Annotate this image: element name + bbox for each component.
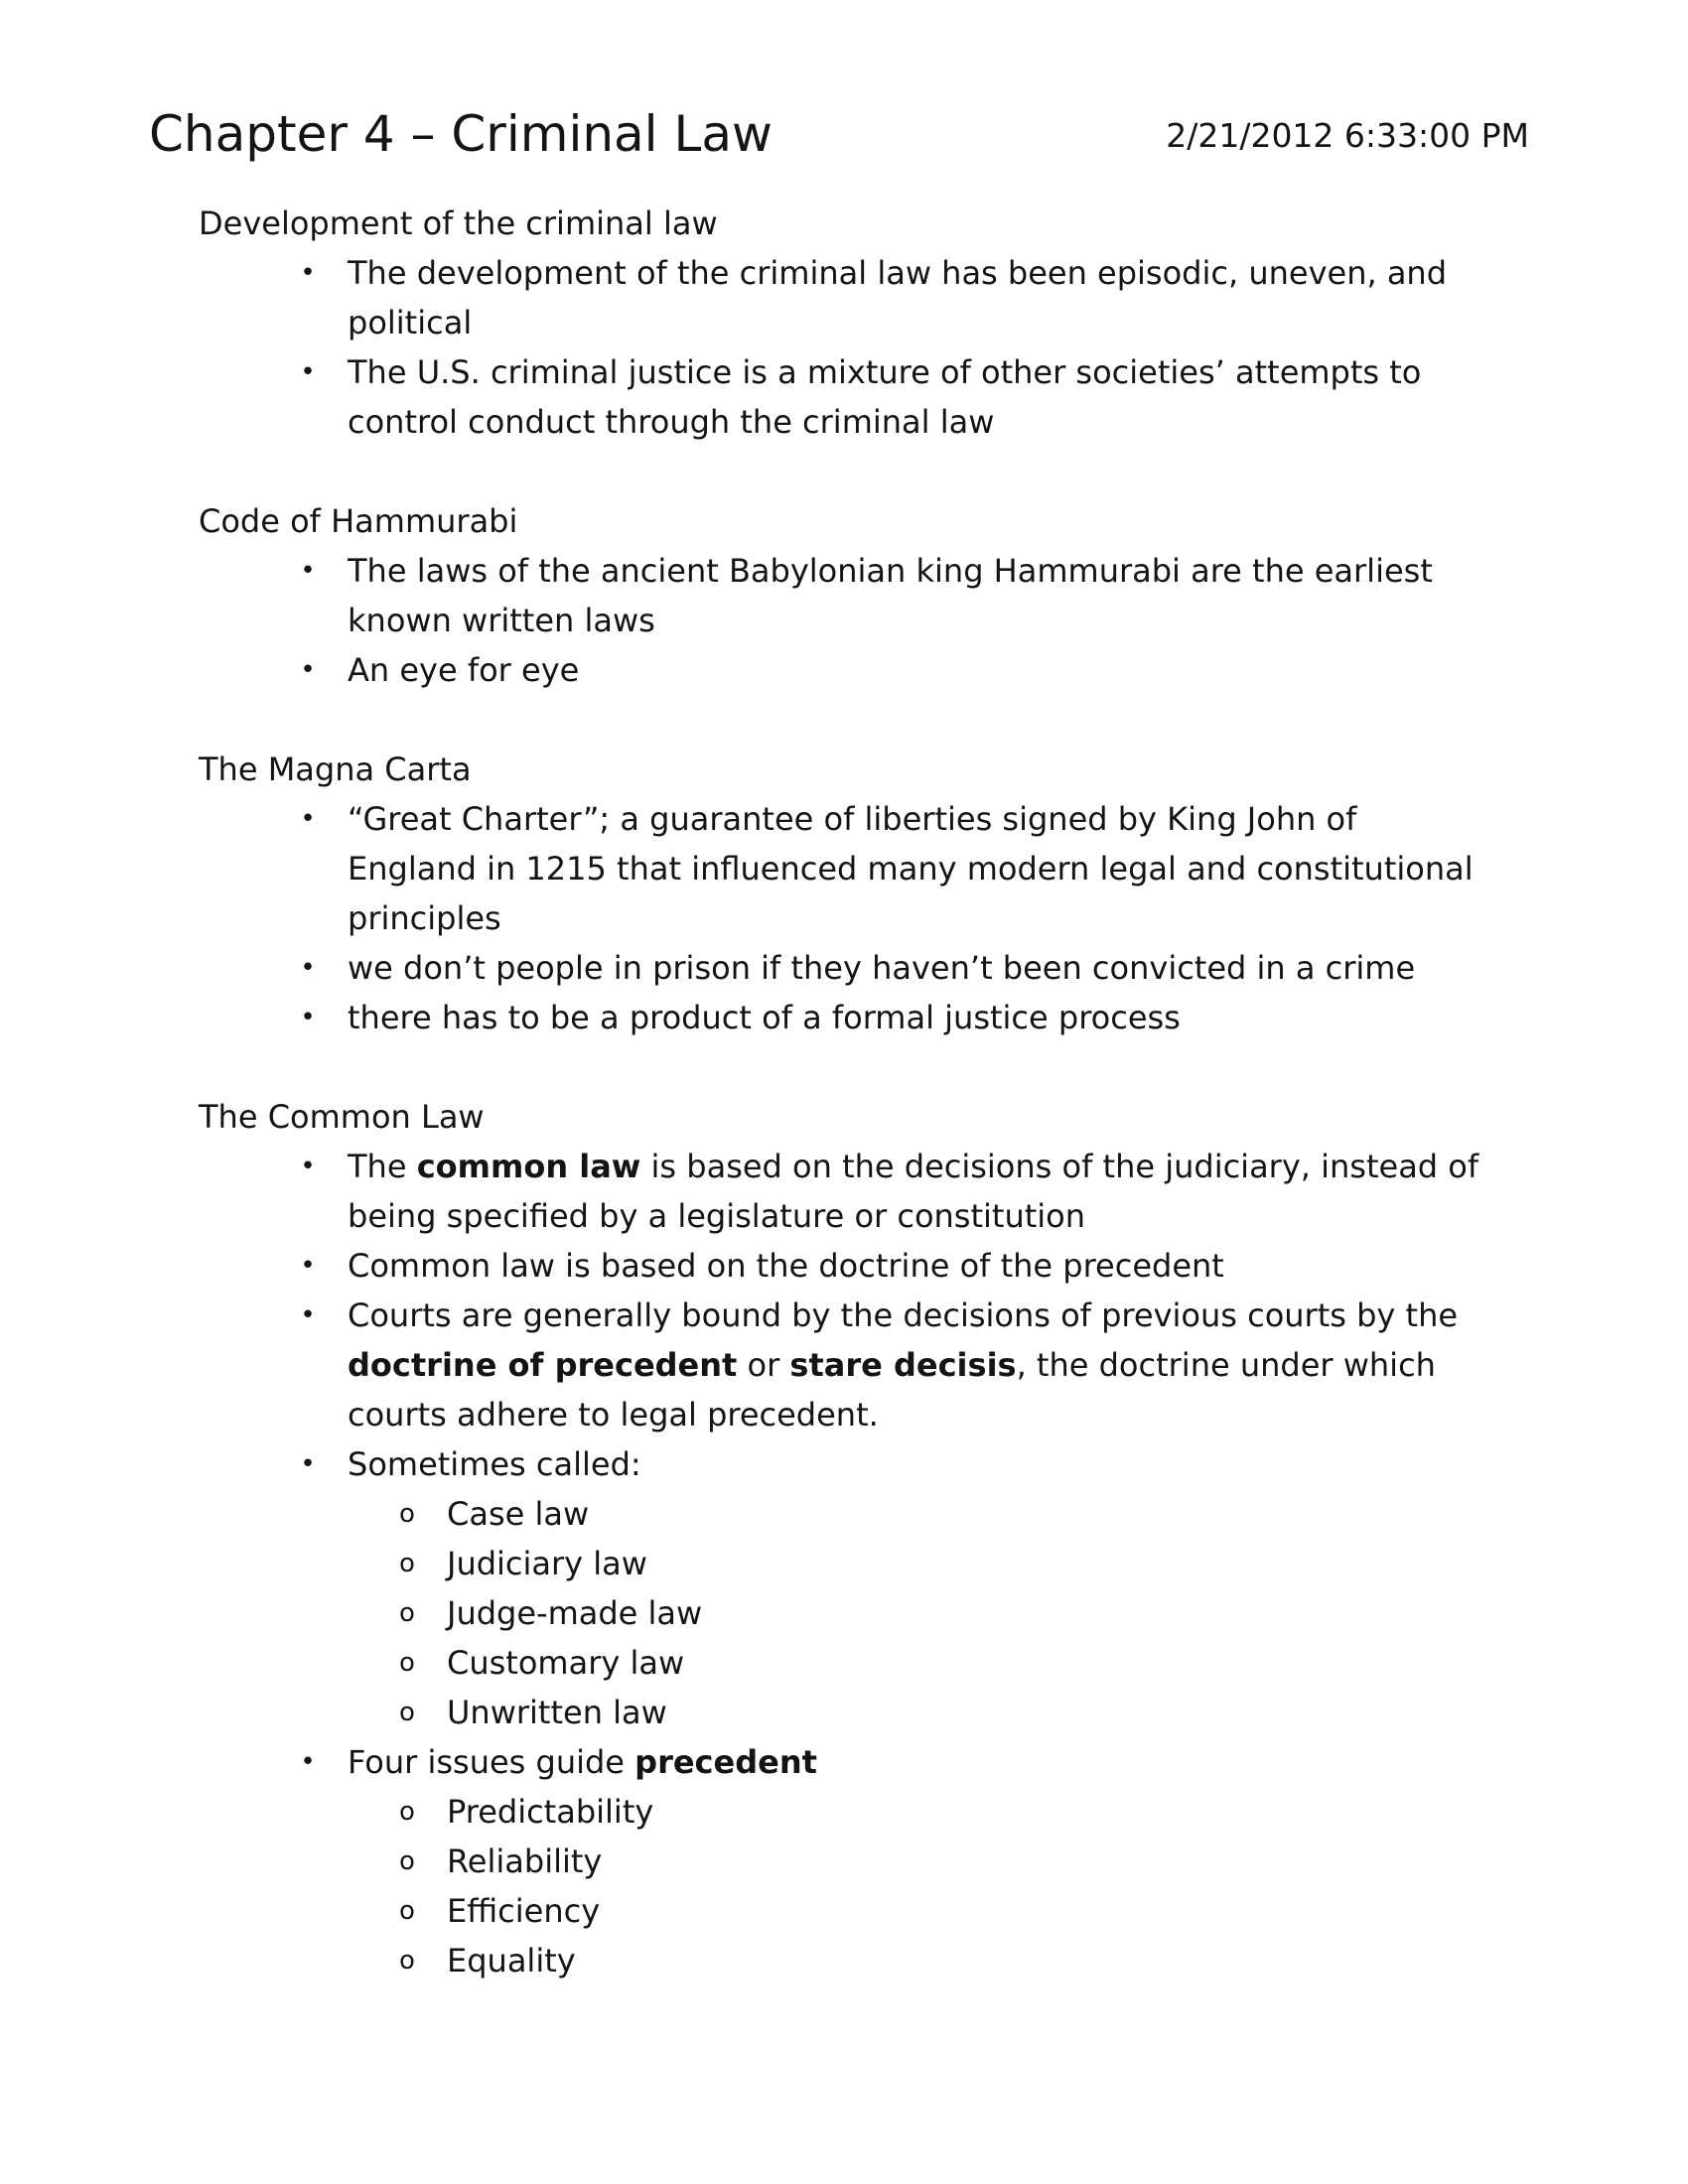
- bullet-list: [199, 794, 1489, 1042]
- bullet-list: [199, 1142, 1489, 1985]
- text-run: The: [348, 1148, 417, 1185]
- list-item-text: An eye for eye: [348, 651, 580, 689]
- list-item-text: The development of the criminal law has been episodic, uneven, and political: [348, 254, 1448, 341]
- bullet-list: [199, 248, 1489, 447]
- sub-list-item-text: Customary law: [447, 1644, 685, 1682]
- sub-list-item-text: Judiciary law: [447, 1545, 647, 1582]
- sub-list-item: [399, 1539, 1489, 1588]
- bullet-dot-icon: •: [300, 953, 316, 983]
- note-section: [199, 199, 1489, 447]
- hollow-circle-icon: o: [399, 1499, 415, 1529]
- sub-list-item-text: Predictability: [447, 1793, 654, 1831]
- sub-list-item: [399, 1886, 1489, 1936]
- text-run: Courts are generally bound by the decisions of previous courts by the: [348, 1297, 1459, 1334]
- hollow-circle-icon: o: [399, 1797, 415, 1827]
- list-item: [300, 1241, 1489, 1291]
- bullet-dot-icon: •: [300, 655, 316, 685]
- list-item: [300, 645, 1489, 695]
- timestamp: 2/21/2012 6:33:00 PM: [1166, 116, 1529, 155]
- bold-term: stare decisis: [789, 1346, 1017, 1384]
- list-item-text: Common law is based on the doctrine of the precedent: [348, 1247, 1224, 1285]
- sub-list-item-text: Case law: [447, 1495, 590, 1533]
- bullet-dot-icon: •: [300, 1300, 316, 1330]
- hollow-circle-icon: o: [399, 1549, 415, 1578]
- sub-list-item: [399, 1588, 1489, 1638]
- text-run: Four issues guide: [348, 1743, 635, 1781]
- list-item-text: we don’t people in prison if they haven’t been convicted in a crime: [348, 949, 1416, 987]
- bullet-dot-icon: •: [300, 556, 316, 586]
- section-heading: Development of the criminal law: [199, 205, 718, 242]
- bullet-dot-icon: •: [300, 1449, 316, 1479]
- hollow-circle-icon: o: [399, 1846, 415, 1876]
- list-item-text: there has to be a product of a formal justice process: [348, 999, 1181, 1036]
- sub-list-item: [399, 1638, 1489, 1688]
- list-item: [300, 1737, 1489, 1985]
- hollow-circle-icon: o: [399, 1896, 415, 1926]
- sub-bullet-list: [348, 1787, 1489, 1985]
- list-item: [300, 943, 1489, 993]
- bold-term: common law: [416, 1148, 641, 1185]
- text-run: or: [737, 1346, 790, 1384]
- bullet-dot-icon: •: [300, 258, 316, 288]
- bullet-dot-icon: •: [300, 1003, 316, 1032]
- bullet-dot-icon: •: [300, 1152, 316, 1181]
- hollow-circle-icon: o: [399, 1648, 415, 1678]
- list-item-text: The laws of the ancient Babylonian king Hammurabi are the earliest known written laws: [348, 552, 1433, 639]
- bullet-list: [199, 546, 1489, 695]
- bold-term: doctrine of precedent: [348, 1346, 738, 1384]
- bullet-dot-icon: •: [300, 804, 316, 834]
- sub-bullet-list: [348, 1489, 1489, 1737]
- sub-list-item: [399, 1837, 1489, 1886]
- list-item: [300, 546, 1489, 645]
- page-header: [149, 99, 1529, 169]
- sub-list-item-text: Equality: [447, 1942, 576, 1979]
- text-run: , the doctrine under which courts adhere to legal precedent.: [348, 1346, 1436, 1433]
- note-section: [199, 1092, 1489, 1985]
- sub-list-item: [399, 1936, 1489, 1985]
- list-item: [300, 1439, 1489, 1737]
- bullet-dot-icon: •: [300, 1251, 316, 1281]
- hollow-circle-icon: o: [399, 1698, 415, 1727]
- section-heading: The Magna Carta: [199, 751, 472, 788]
- bullet-dot-icon: •: [300, 1747, 316, 1777]
- sub-list-item: [399, 1688, 1489, 1737]
- text-run: is based on the decisions of the judiciary, instead of being specified by a legislature or constitution: [348, 1148, 1479, 1235]
- list-item: [300, 347, 1489, 447]
- note-section: [199, 496, 1489, 695]
- list-item-text: “Great Charter”; a guarantee of liberties signed by King John of England in 1215 that influenced many modern legal and constitutional principles: [348, 800, 1474, 937]
- hollow-circle-icon: o: [399, 1946, 415, 1976]
- sub-list-item: [399, 1787, 1489, 1837]
- bold-term: precedent: [634, 1743, 817, 1781]
- list-item: [300, 794, 1489, 943]
- list-item-text: The U.S. criminal justice is a mixture of other societies’ attempts to control conduct through the criminal law: [348, 353, 1422, 441]
- list-item: [300, 993, 1489, 1042]
- sub-list-item-text: Efficiency: [447, 1892, 601, 1930]
- note-section: [199, 745, 1489, 1042]
- sub-list-item: [399, 1489, 1489, 1539]
- list-item: [300, 248, 1489, 347]
- list-item: [300, 1291, 1489, 1439]
- bullet-dot-icon: •: [300, 357, 316, 387]
- section-heading: Code of Hammurabi: [199, 502, 518, 540]
- list-item-text: [348, 1743, 817, 1781]
- list-item-text: [348, 1297, 1458, 1433]
- sub-list-item-text: Unwritten law: [447, 1694, 667, 1731]
- sub-list-item-text: Reliability: [447, 1843, 603, 1880]
- hollow-circle-icon: o: [399, 1598, 415, 1628]
- notes-content: [199, 199, 1489, 2035]
- list-item: [300, 1142, 1489, 1241]
- section-heading: The Common Law: [199, 1098, 485, 1136]
- list-item-text: [348, 1148, 1478, 1235]
- page-title: Chapter 4 – Criminal Law: [149, 105, 773, 163]
- list-item-text: Sometimes called:: [348, 1445, 641, 1483]
- sub-list-item-text: Judge-made law: [447, 1594, 703, 1632]
